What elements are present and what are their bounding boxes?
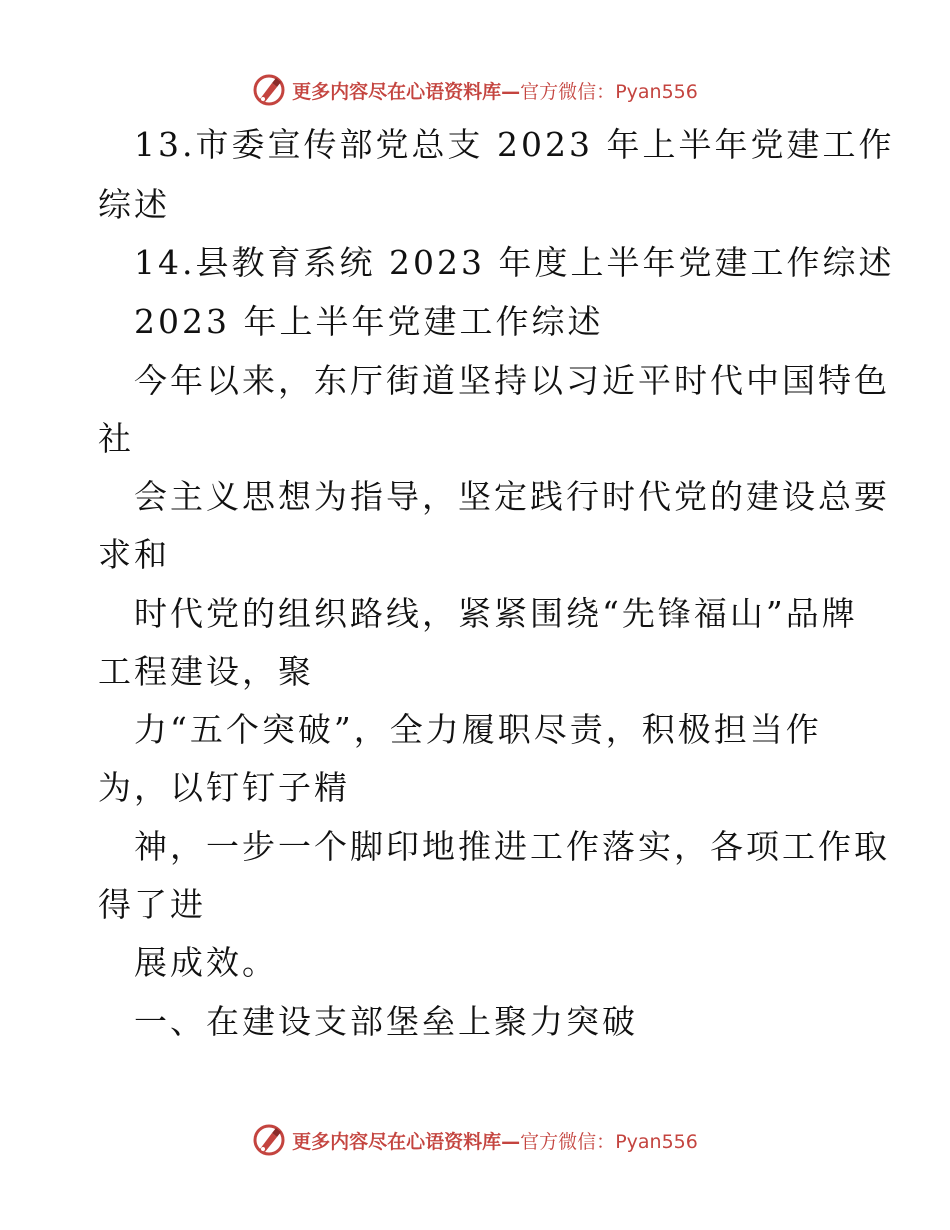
text-line: 得了进 [98, 885, 206, 924]
watermark-wechat-label: 官方微信： [520, 1130, 616, 1153]
watermark-banner-top [0, 70, 950, 110]
section-heading: 一、在建设支部堡垒上聚力突破 [134, 1002, 638, 1041]
text-line: 时代党的组织路线，紧紧围绕“先锋福山”品牌 [134, 594, 858, 633]
watermark-dash: — [501, 80, 521, 103]
watermark-wechat-id: Pyan556 [615, 1130, 698, 1153]
text-line: 神，一步一个脚印地推进工作落实，各项工作取 [134, 827, 890, 866]
text-line: 13.市委宣传部党总支 2023 年上半年党建工作 [134, 125, 895, 164]
watermark-main-text: 更多内容尽在心语资料库 [292, 1130, 502, 1153]
text-line: 为，以钉钉子精 [98, 768, 350, 807]
text-line: 展成效。 [134, 943, 278, 982]
text-line: 社 [98, 419, 134, 458]
watermark-main-text: 更多内容尽在心语资料库 [292, 80, 502, 103]
watermark-wechat-id: Pyan556 [615, 80, 698, 103]
text-line: 2023 年上半年党建工作综述 [134, 302, 604, 341]
watermark-banner-bottom [0, 1120, 950, 1160]
text-line: 力“五个突破”，全力履职尽责，积极担当作 [134, 710, 822, 749]
text-line: 综述 [98, 185, 170, 224]
text-line: 求和 [98, 535, 170, 574]
pen-logo-icon [252, 73, 286, 107]
text-line: 会主义思想为指导，坚定践行时代党的建设总要 [134, 477, 890, 516]
watermark-text [292, 1127, 698, 1154]
pen-logo-icon [252, 1123, 286, 1157]
text-line: 14.县教育系统 2023 年度上半年党建工作综述 [134, 243, 895, 282]
text-line: 今年以来，东厅街道坚持以习近平时代中国特色 [134, 361, 890, 400]
text-line: 工程建设，聚 [98, 652, 314, 691]
watermark-wechat-label: 官方微信： [520, 80, 616, 103]
watermark-dash: — [501, 1130, 521, 1153]
watermark-text [292, 77, 698, 104]
